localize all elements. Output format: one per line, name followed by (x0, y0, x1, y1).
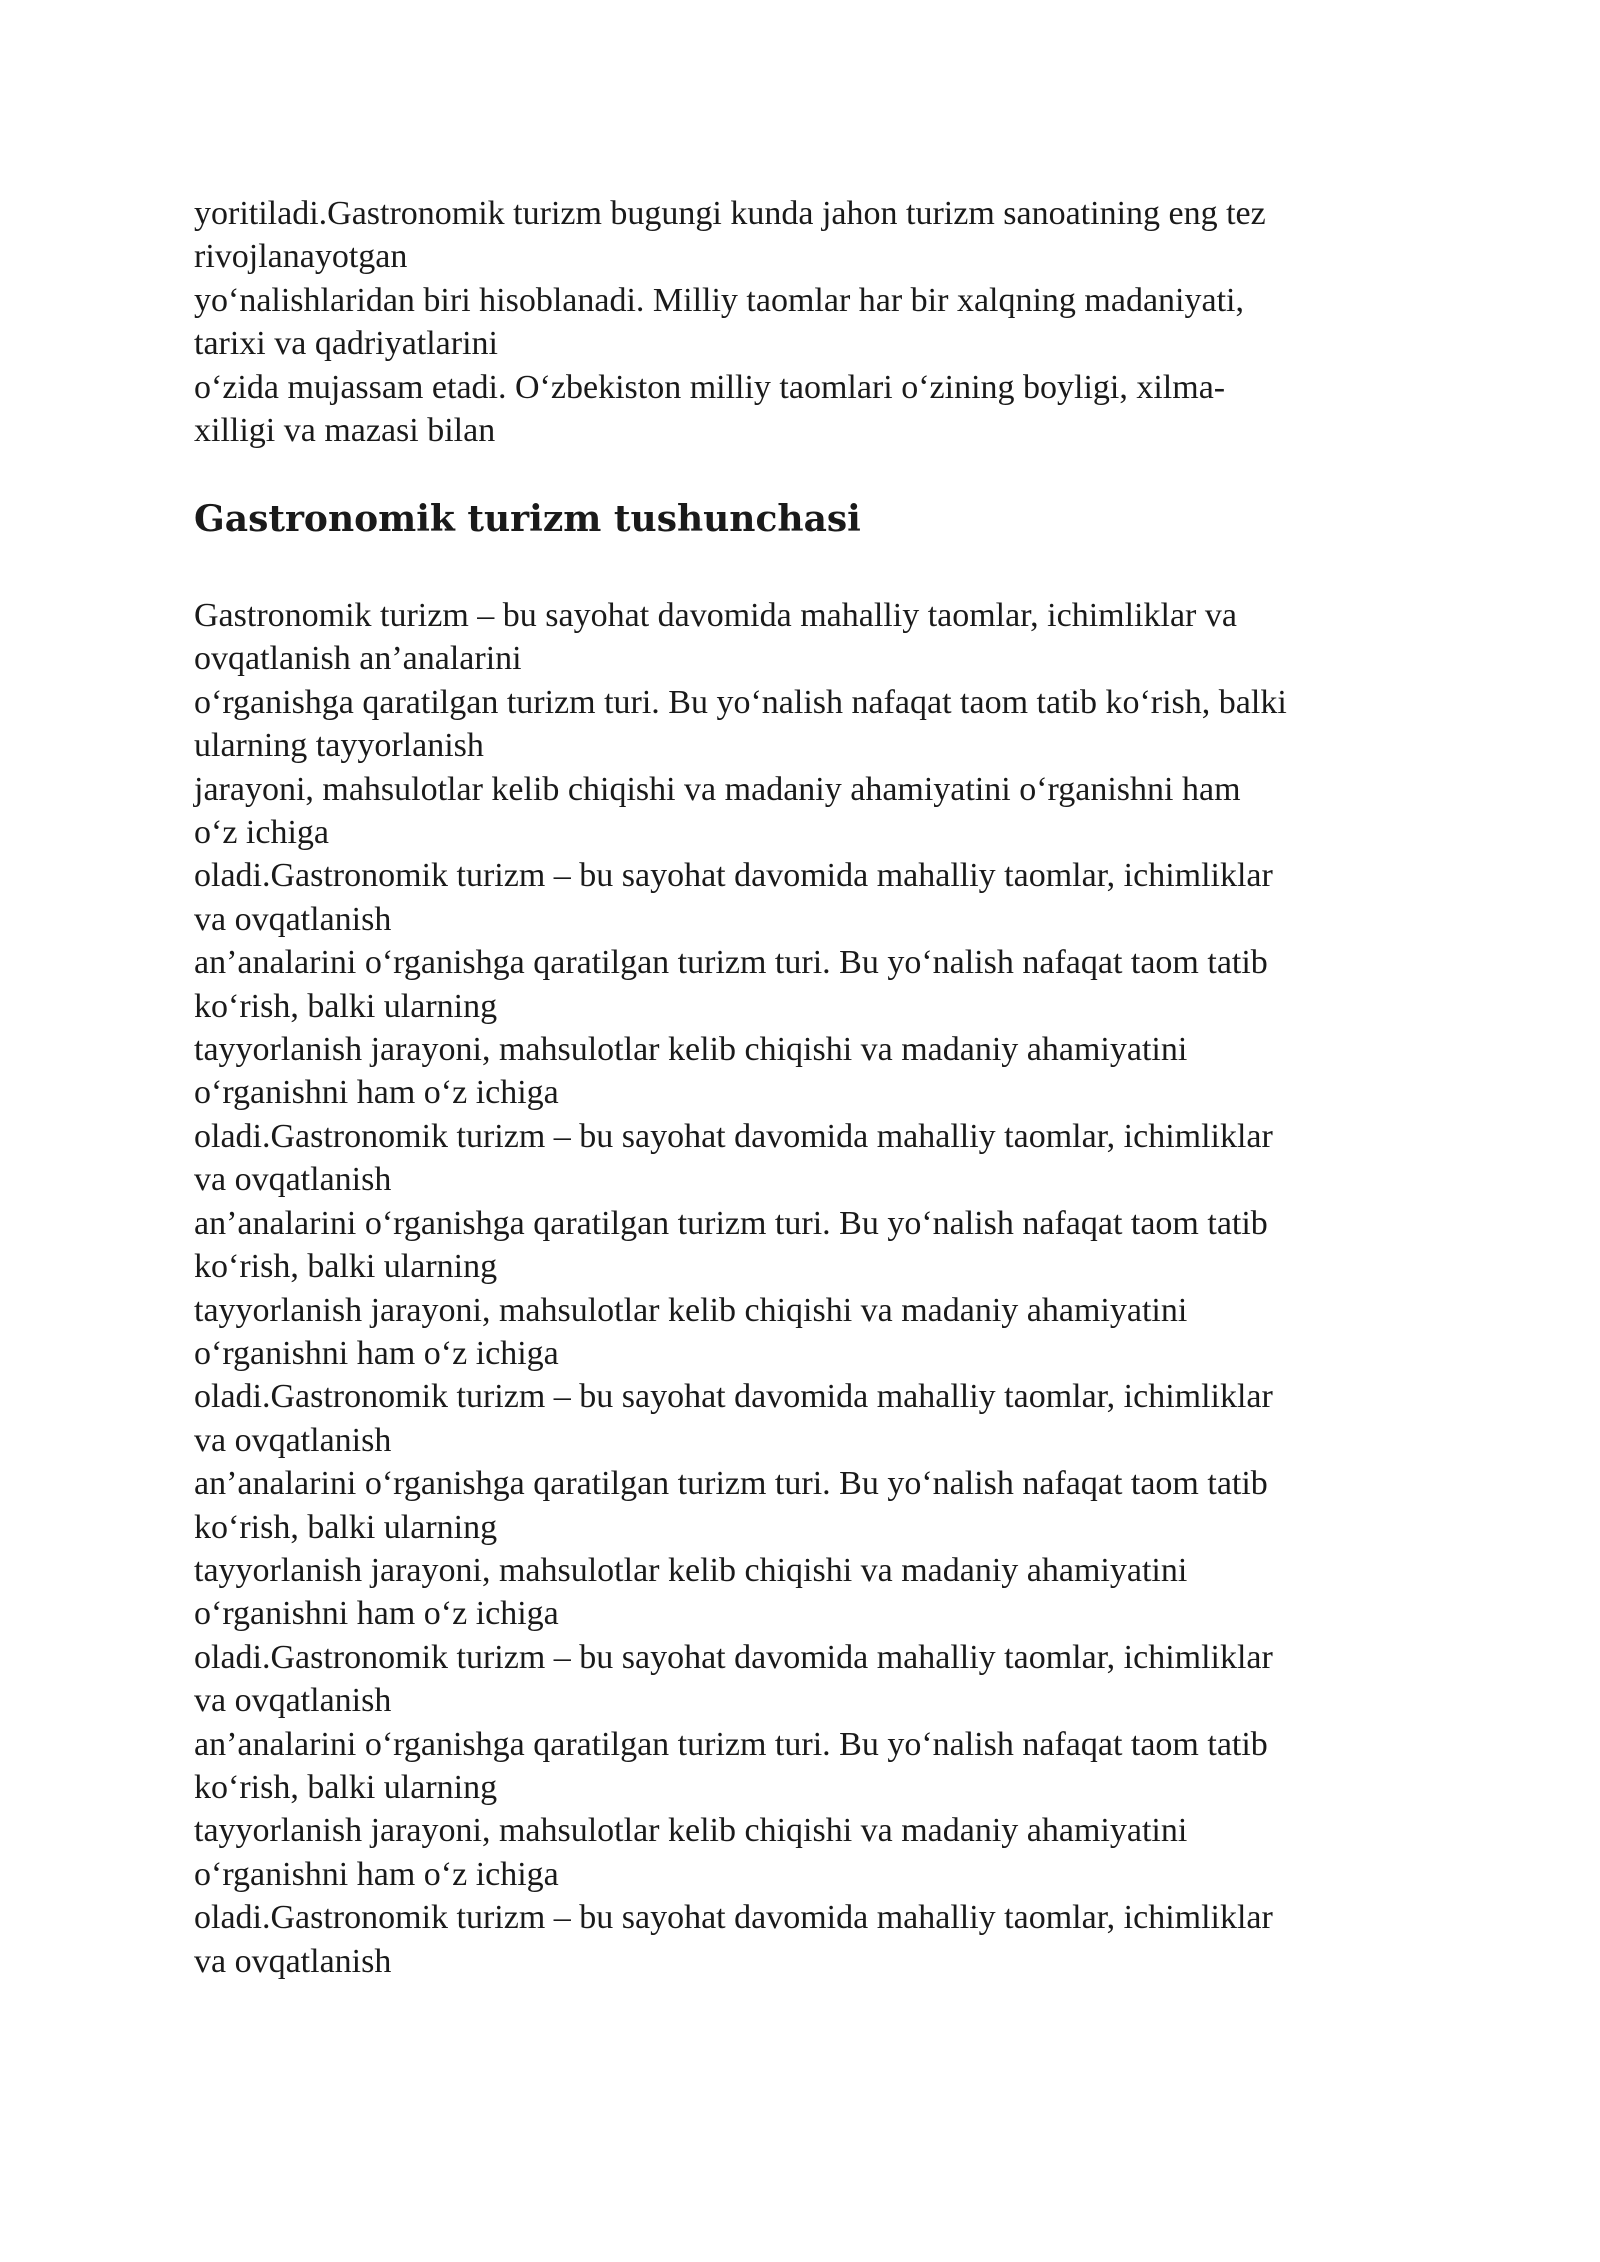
text-line: yo‘nalishlaridan biri hisoblanadi. Milliy taomlar har bir xalqning madaniyati, (194, 281, 1244, 319)
text-line: va ovqatlanish (194, 1161, 392, 1199)
text-line: ularning tayyorlanish (194, 727, 484, 765)
text-line: oladi.Gastronomik turizm – bu sayohat davomida mahalliy taomlar, ichimliklar (194, 1117, 1273, 1155)
text-line: tayyorlanish jarayoni, mahsulotlar kelib chiqishi va madaniy ahamiyatini (194, 1551, 1188, 1589)
text-line: ko‘rish, balki ularning (194, 987, 498, 1025)
text-line: Gastronomik turizm – bu sayohat davomida mahalliy taomlar, ichimliklar va (194, 597, 1237, 634)
text-line: an’analarini o‘rganishga qaratilgan turizm turi. Bu yo‘nalish nafaqat taom tatib (194, 944, 1268, 982)
text-line: ko‘rish, balki ularning (194, 1508, 498, 1546)
text-line: an’analarini o‘rganishga qaratilgan turizm turi. Bu yo‘nalish nafaqat taom tatib (194, 1204, 1268, 1242)
text-line: tayyorlanish jarayoni, mahsulotlar kelib chiqishi va madaniy ahamiyatini (194, 1291, 1188, 1329)
text-line: o‘rganishni ham o‘z ichiga (194, 1855, 559, 1893)
text-line: yoritiladi.Gastronomik turizm bugungi kunda jahon turizm sanoatining eng tez (194, 195, 1266, 232)
text-line: o‘zida mujassam etadi. O‘zbekiston milliy taomlari o‘zining boyligi, xilma- (194, 368, 1226, 406)
text-line: va ovqatlanish (194, 1421, 392, 1459)
text-line: tarixi va qadriyatlarini (194, 325, 498, 363)
text-line: rivojlanayotgan (194, 238, 408, 276)
text-line: tayyorlanish jarayoni, mahsulotlar kelib chiqishi va madaniy ahamiyatini (194, 1031, 1188, 1069)
text-line: ko‘rish, balki ularning (194, 1768, 498, 1806)
text-line: oladi.Gastronomik turizm – bu sayohat davomida mahalliy taomlar, ichimliklar (194, 857, 1273, 895)
text-line: va ovqatlanish (194, 1942, 392, 1980)
text-line: o‘rganishni ham o‘z ichiga (194, 1074, 559, 1112)
intro-paragraph (194, 192, 1454, 452)
text-line: xilligi va mazasi bilan (194, 412, 496, 450)
section-heading: Gastronomik turizm tushunchasi (194, 498, 861, 540)
text-line: an’analarini o‘rganishga qaratilgan turizm turi. Bu yo‘nalish nafaqat taom tatib (194, 1725, 1268, 1763)
text-line: an’analarini o‘rganishga qaratilgan turizm turi. Bu yo‘nalish nafaqat taom tatib (194, 1465, 1268, 1503)
text-line: va ovqatlanish (194, 900, 392, 938)
text-line: o‘rganishni ham o‘z ichiga (194, 1334, 559, 1372)
text-line: ko‘rish, balki ularning (194, 1248, 498, 1286)
text-line: oladi.Gastronomik turizm – bu sayohat davomida mahalliy taomlar, ichimliklar (194, 1899, 1273, 1937)
body-paragraph (194, 594, 1454, 1983)
text-line: oladi.Gastronomik turizm – bu sayohat davomida mahalliy taomlar, ichimliklar (194, 1638, 1273, 1676)
text-line: jarayoni, mahsulotlar kelib chiqishi va madaniy ahamiyatini o‘rganishni ham (194, 770, 1241, 808)
text-line: o‘z ichiga (194, 814, 329, 852)
text-line: o‘rganishni ham o‘z ichiga (194, 1595, 559, 1633)
text-line: o‘rganishga qaratilgan turizm turi. Bu yo‘nalish nafaqat taom tatib ko‘rish, balki (194, 683, 1287, 721)
text-line: oladi.Gastronomik turizm – bu sayohat davomida mahalliy taomlar, ichimliklar (194, 1378, 1273, 1416)
text-line: tayyorlanish jarayoni, mahsulotlar kelib chiqishi va madaniy ahamiyatini (194, 1812, 1188, 1850)
text-line: ovqatlanish an’analarini (194, 640, 522, 678)
text-line: va ovqatlanish (194, 1682, 392, 1720)
